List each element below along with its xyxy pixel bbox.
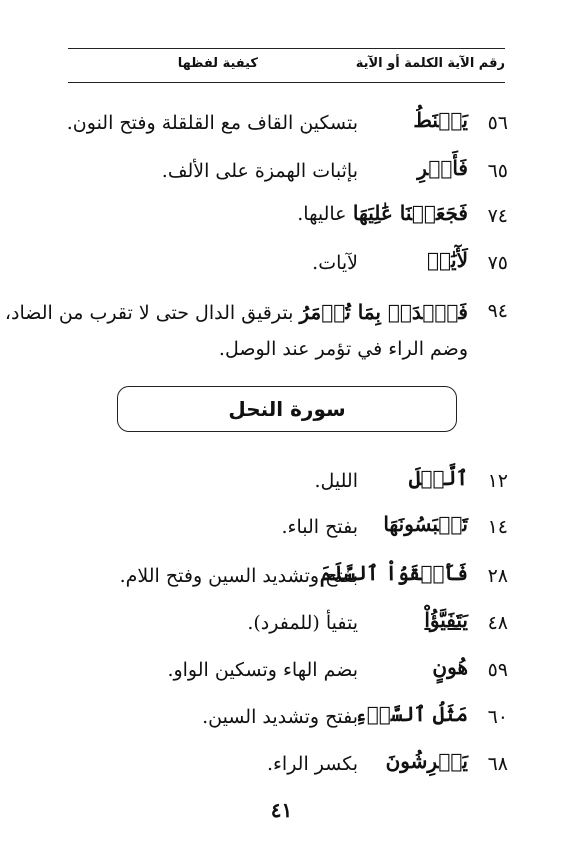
pronunciation-note: الليل. — [314, 470, 358, 492]
verse-number: ٥٦ — [487, 112, 508, 134]
table-row — [0, 300, 563, 370]
table-row — [0, 248, 563, 288]
surah-title: سورة النحل — [228, 397, 346, 421]
pronunciation-note: بكسر الراء. — [266, 753, 358, 775]
table-row — [0, 466, 563, 506]
verse-number: ٦٠ — [487, 706, 508, 728]
verse-number: ١٤ — [487, 516, 508, 538]
quran-word: ٱلَّيۡلَ — [408, 466, 468, 490]
quran-word: هُونٍ — [432, 655, 468, 679]
quran-word: تَلۡبَسُونَهَا — [383, 512, 468, 536]
table-row — [0, 561, 563, 601]
table-row — [0, 156, 563, 196]
verse-number: ٥٩ — [487, 659, 508, 681]
table-row — [0, 655, 563, 695]
verse-number: ٩٤ — [487, 300, 508, 322]
pronunciation-note: بإثبات الهمزة على الألف. — [161, 160, 358, 182]
header-verse-number: رقم الآية — [447, 56, 505, 71]
pronunciation-note: بفتح وتشديد السين وفتح اللام. — [119, 565, 358, 587]
verse-number: ٦٨ — [487, 753, 508, 775]
pronunciation-note: بتسكين القاف مع القلقلة وفتح النون. — [66, 112, 358, 134]
quran-word: فَأَلۡقَوُاْ ٱلسَّلَمَ — [319, 561, 468, 585]
header-bottom-rule — [68, 82, 505, 83]
verse-number: ٧٤ — [487, 205, 508, 227]
pronunciation-note: بضم الهاء وتسكين الواو. — [167, 659, 358, 681]
page-number: ٤١ — [270, 798, 293, 822]
verse-number: ٢٨ — [487, 565, 508, 587]
surah-title-box — [117, 386, 457, 432]
header-top-rule — [68, 48, 505, 49]
quran-word: لَأٓيَٰتٖ — [427, 248, 468, 272]
pronunciation-note: لآيات. — [312, 252, 358, 274]
quran-word: يَقۡنَطُ — [413, 108, 468, 132]
verse-number: ٦٥ — [487, 160, 508, 182]
word-and-note — [297, 201, 468, 225]
quran-word: يَتَفَيَّؤُاْ — [424, 608, 468, 632]
pronunciation-note-continued: وضم الراء في تؤمر عند الوصل. — [218, 338, 468, 360]
verse-number: ٧٥ — [487, 252, 508, 274]
verse-number: ٤٨ — [487, 612, 508, 634]
quran-word: فَأَسۡرِ — [417, 156, 468, 180]
header-word: الكلمة أو الآية — [355, 56, 443, 71]
table-row — [0, 512, 563, 552]
pronunciation-note: بفتح الباء. — [281, 516, 358, 538]
table-row — [0, 749, 563, 789]
pronunciation-note: بفتح وتشديد السين. — [202, 706, 358, 728]
table-row — [0, 201, 563, 241]
table-row — [0, 702, 563, 742]
quran-word: يَعۡرِشُونَ — [385, 749, 468, 773]
quran-word: فَٱصۡدَعۡ بِمَا تُؤۡمَرُ — [299, 300, 468, 324]
pronunciation-note: بترقيق الدال حتى لا تقرب من الضاد، — [4, 302, 294, 324]
quran-word: مَثَلُ ٱلسَّوۡءِ — [355, 702, 468, 726]
quran-word: فَجَعَلۡنَا عَٰلِيَهَا — [352, 201, 468, 225]
header-pronunciation: كيفية لفظها — [177, 56, 258, 71]
pronunciation-note: عاليها. — [297, 203, 347, 225]
word-and-note — [5, 300, 468, 324]
table-row — [0, 608, 563, 648]
pronunciation-note: يتفيأ (للمفرد). — [247, 612, 358, 634]
table-row — [0, 108, 563, 148]
verse-number: ١٢ — [487, 470, 508, 492]
